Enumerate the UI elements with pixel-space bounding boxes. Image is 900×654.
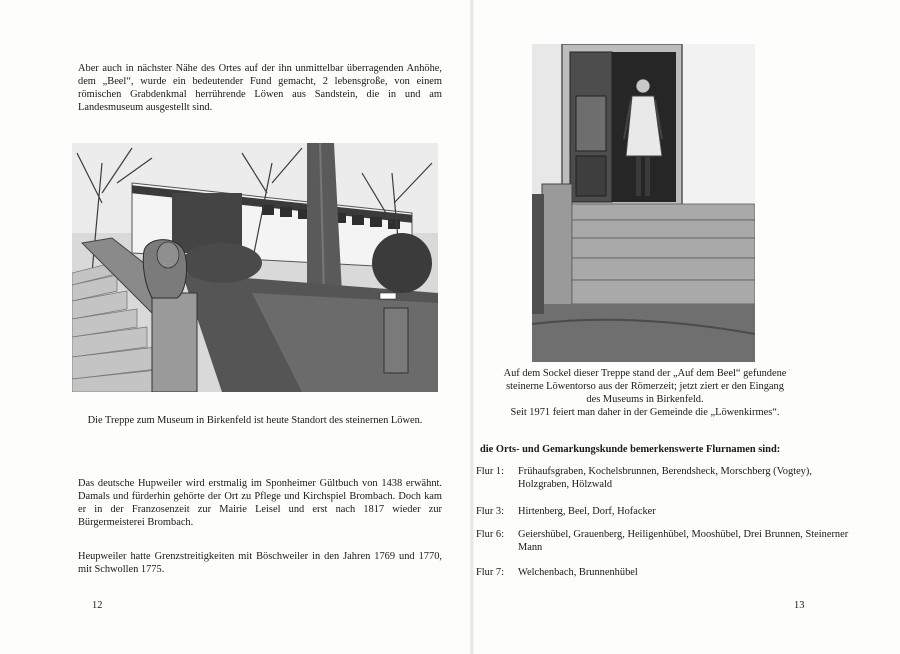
flur-names: Geiershübel, Grauenberg, Heiligenhübel, Mooshübel, Drei Brunnen, Steinerner Mann [518, 529, 849, 553]
caption-line-1: Auf dem Sockel dieser Treppe stand der „Auf dem Beel“ gefundene [503, 368, 787, 379]
right-page [474, 0, 900, 654]
caption-line-4: Seit 1971 feiert man daher in der Gemeinde die „Löwenkirmes“. [510, 407, 780, 418]
history-paragraph-1: Das deutsche Hupweiler wird erstmalig im Sponheimer Gültbuch von 1438 erwähnt. Damals und fürderhin gehörte der Ort zu Pflege und Kirchspiel Brombach. Doch kam er in der Franzosenzeit zur Mairie Leisel und erst nach 1817 wieder zur Bürgermeisterei Brombach. [78, 478, 442, 528]
flur-label: Flur 6: [476, 529, 505, 540]
intro-paragraph: Aber auch in nächster Nähe des Ortes auf der ihn unmittelbar überragenden Anhöhe, dem „Beel“, wurde ein bedeutender Fund gemacht, 2 lebensgroße, von einem römischen Grabdenkmal herrührende Löwen aus Sandstein, die in und am Landesmuseum ausgestellt sind. [78, 63, 442, 113]
flur-label: Flur 7: [476, 567, 505, 578]
entrance-caption [480, 367, 810, 419]
flur-names: Hirtenberg, Beel, Dorf, Hofacker [518, 506, 656, 517]
flur-names: Welchenbach, Brunnenhübel [518, 567, 638, 578]
page-number-left: 12 [92, 600, 103, 611]
caption-line-2: steinerne Löwentorso aus der Römerzeit; jetzt ziert er den Eingang [506, 381, 784, 392]
flur-label: Flur 3: [476, 506, 505, 517]
flurnamen-heading: die Orts- und Gemarkungskunde bemerkenswerte Flurnamen sind: [480, 444, 781, 455]
page-number-right: 13 [794, 600, 805, 611]
caption-line-3: des Museums in Birkenfeld. [586, 394, 704, 405]
flur-label: Flur 1: [476, 466, 505, 477]
museum-entrance-photo [532, 44, 755, 362]
flur-names: Frühaufsgraben, Kochelsbrunnen, Berendsheck, Morschberg (Vogtey), Holzgraben, Hölzwald [518, 466, 812, 490]
museum-staircase-photo [72, 143, 438, 392]
photo-caption: Die Treppe zum Museum in Birkenfeld ist heute Standort des steinernen Löwen. [87, 415, 423, 426]
history-paragraph-2: Heupweiler hatte Grenzstreitigkeiten mit Böschweiler in den Jahren 1769 und 1770, mit Schwollen 1775. [78, 551, 442, 575]
